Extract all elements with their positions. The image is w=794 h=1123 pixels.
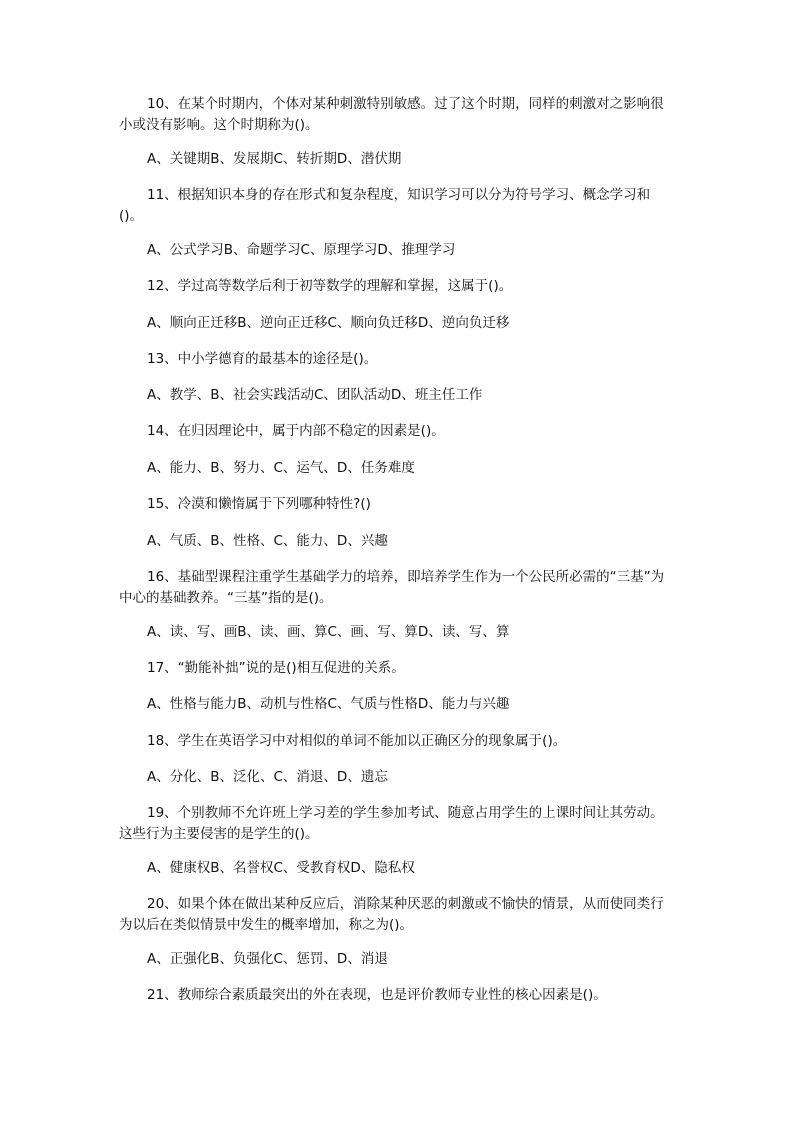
options-14: A、能力、B、努力、C、运气、D、任务难度 bbox=[147, 460, 415, 476]
options-18: A、分化、B、泛化、C、消退、D、遗忘 bbox=[147, 769, 388, 785]
question-10: 10、在某个时期内，个体对某种刺激特别敏感。过了这个时期，同样的刺激对之影响很小或没有影响。这个时期称为()。 bbox=[119, 96, 664, 133]
question-15: 15、冷漠和懒惰属于下列哪种特性?() bbox=[147, 496, 371, 512]
options-17: A、性格与能力B、动机与性格C、气质与性格D、能力与兴趣 bbox=[147, 696, 510, 712]
options-13: A、教学、B、社会实践活动C、团队活动D、班主任工作 bbox=[147, 387, 483, 403]
question-13: 13、中小学德育的最基本的途径是()。 bbox=[147, 351, 378, 367]
question-21: 21、教师综合素质最突出的外在表现，也是评价教师专业性的核心因素是()。 bbox=[147, 987, 607, 1003]
question-12: 12、学过高等数学后利于初等数学的理解和掌握，这属于()。 bbox=[147, 278, 513, 294]
options-12: A、顺向正迁移B、逆向正迁移C、顺向负迁移D、逆向负迁移 bbox=[147, 315, 510, 331]
options-15: A、气质、B、性格、C、能力、D、兴趣 bbox=[147, 533, 388, 549]
options-11: A、公式学习B、命题学习C、原理学习D、推理学习 bbox=[147, 242, 456, 258]
options-20: A、正强化B、负强化C、惩罚、D、消退 bbox=[147, 951, 388, 967]
options-10: A、关键期B、发展期C、转折期D、潜伏期 bbox=[147, 151, 402, 167]
question-11: 11、根据知识本身的存在形式和复杂程度，知识学习可以分为符号学习、概念学习和()。 bbox=[119, 187, 651, 224]
question-19: 19、个别教师不允许班上学习差的学生参加考试、随意占用学生的上课时间让其劳动。这些行为主要侵害的是学生的()。 bbox=[119, 805, 664, 842]
question-16: 16、基础型课程注重学生基础学力的培养，即培养学生作为一个公民所必需的“三基”为中心的基础教养。“三基”指的是()。 bbox=[119, 569, 665, 606]
question-14: 14、在归因理论中，属于内部不稳定的因素是()。 bbox=[147, 423, 445, 439]
options-16: A、读、写、画B、读、画、算C、画、写、算D、读、写、算 bbox=[147, 624, 510, 640]
question-17: 17、“勤能补拙”说的是()相互促进的关系。 bbox=[147, 660, 405, 676]
options-19: A、健康权B、名誉权C、受教育权D、隐私权 bbox=[147, 860, 415, 876]
question-20: 20、如果个体在做出某种反应后，消除某种厌恶的刺激或不愉快的情景，从而使同类行为以后在类似情景中发生的概率增加，称之为()。 bbox=[119, 896, 664, 933]
question-18: 18、学生在英语学习中对相似的单词不能加以正确区分的现象属于()。 bbox=[147, 733, 567, 749]
